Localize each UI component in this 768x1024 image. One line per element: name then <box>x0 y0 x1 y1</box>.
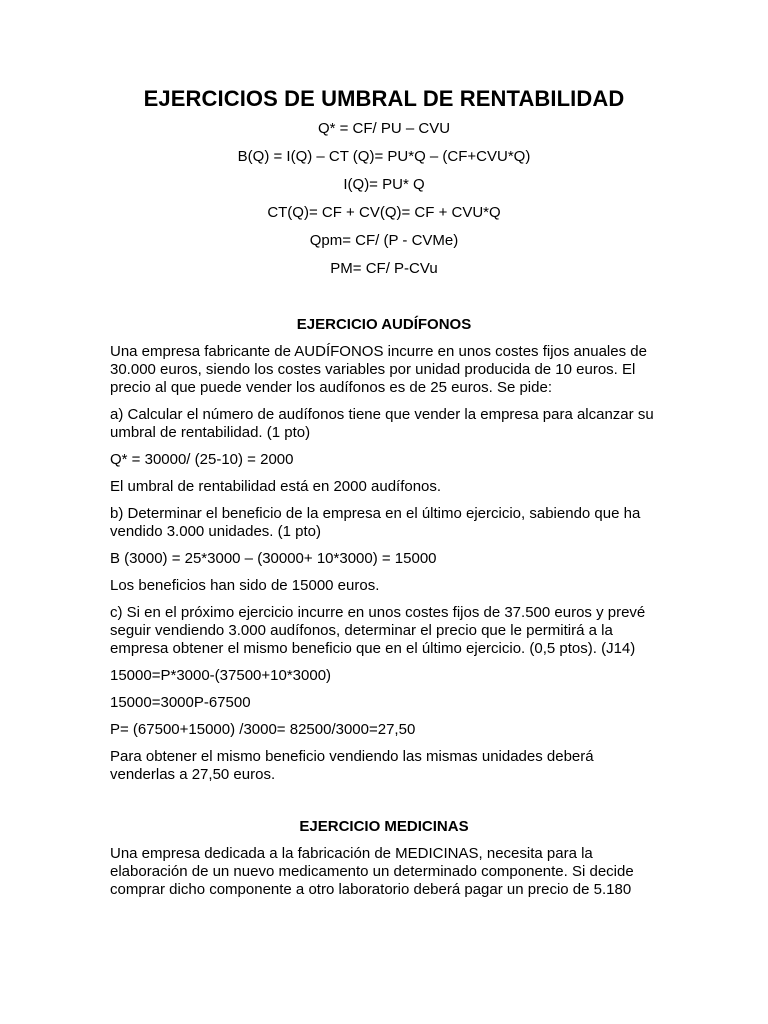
paragraph: 15000=3000P-67500 <box>110 694 251 711</box>
section-title-audifonos: EJERCICIO AUDÍFONOS <box>296 316 472 333</box>
paragraph: Una empresa fabricante de AUDÍFONOS incurre en unos costes fijos anuales de 30.000 euros, siendo los costes variables por unidad producida de 10 euros. El precio al que puede vender los audífonos es de 25 euros. Se pide: <box>110 343 647 396</box>
paragraph: Los beneficios han sido de 15000 euros. <box>110 577 380 594</box>
paragraph: b) Determinar el beneficio de la empresa en el último ejercicio, sabiendo que ha vendido 3.000 unidades. (1 pto) <box>110 505 641 540</box>
formula-qpm: Qpm= CF/ (P - CVMe) <box>309 232 459 249</box>
formula-income: I(Q)= PU* Q <box>343 176 425 193</box>
paragraph: Q* = 30000/ (25-10) = 2000 <box>110 451 294 468</box>
formula-pm: PM= CF/ P-CVu <box>330 260 438 277</box>
document-title: EJERCICIOS DE UMBRAL DE RENTABILIDAD <box>143 86 625 111</box>
section-title-medicinas: EJERCICIO MEDICINAS <box>299 818 469 835</box>
document-content <box>110 84 658 908</box>
paragraph: a) Calcular el número de audífonos tiene que vender la empresa para alcanzar su umbral de rentabilidad. (1 pto) <box>110 406 654 441</box>
paragraph: El umbral de rentabilidad está en 2000 audífonos. <box>110 478 442 495</box>
formula-total-cost: CT(Q)= CF + CV(Q)= CF + CVU*Q <box>267 204 501 221</box>
paragraph: B (3000) = 25*3000 – (30000+ 10*3000) = 15000 <box>110 550 437 567</box>
paragraph: 15000=P*3000-(37500+10*3000) <box>110 667 332 684</box>
paragraph: Para obtener el mismo beneficio vendiendo las mismas unidades deberá venderlas a 27,50 euros. <box>110 748 594 783</box>
formula-list <box>110 120 658 278</box>
formula-profit: B(Q) = I(Q) – CT (Q)= PU*Q – (CF+CVU*Q) <box>237 148 531 165</box>
paragraph: P= (67500+15000) /3000= 82500/3000=27,50 <box>110 721 416 738</box>
paragraph: c) Si en el próximo ejercicio incurre en unos costes fijos de 37.500 euros y prevé seguir vendiendo 3.000 audífonos, determinar el precio que le permitirá a la empresa obtener el mismo beneficio que en el último ejercicio. (0,5 ptos). (J14) <box>110 604 646 657</box>
paragraph: Una empresa dedicada a la fabricación de MEDICINAS, necesita para la elaboración de un nuevo medicamento un determinado componente. Si decide comprar dicho componente a otro laboratorio deberá pagar un precio de 5.180 <box>110 845 634 898</box>
formula-breakeven: Q* = CF/ PU – CVU <box>317 120 451 137</box>
